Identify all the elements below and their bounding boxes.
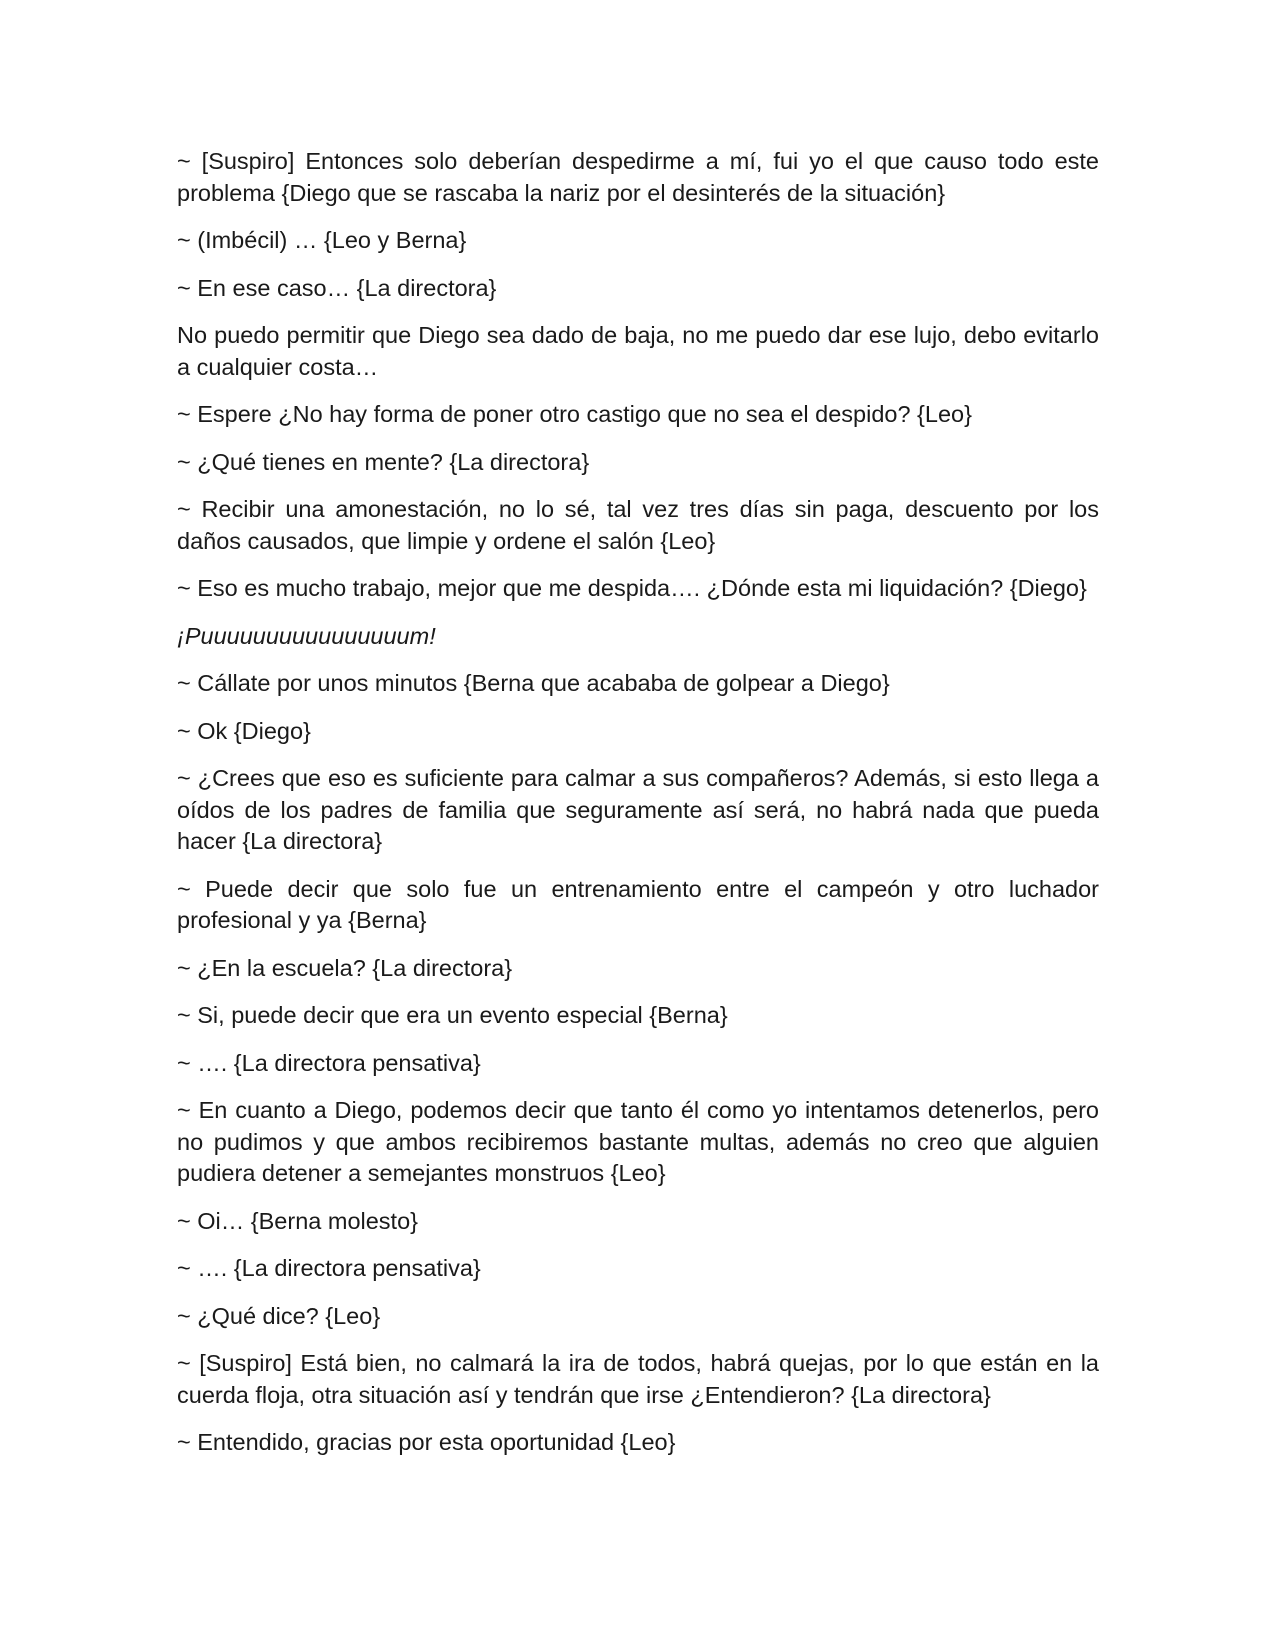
paragraph: ~ Cállate por unos minutos {Berna que acababa de golpear a Diego}	[177, 670, 890, 696]
paragraph: ~ Eso es mucho trabajo, mejor que me despida…. ¿Dónde esta mi liquidación? {Diego}	[177, 575, 1087, 601]
paragraph: ~ ¿Qué dice? {Leo}	[177, 1302, 381, 1329]
paragraph: ~ ¿Crees que eso es suficiente para calmar a sus compañeros? Además, si esto llega a oídos de los padres de familia que seguramente así será, no habrá nada que pueda hacer {La directora}	[177, 765, 1099, 854]
paragraph: ~ En ese caso… {La directora}	[177, 274, 497, 301]
paragraph: ~ [Suspiro] Entonces solo deberían despedirme a mí, fui yo el que causo todo este problema {Diego que se rascaba la nariz por el desinterés de la situación}	[177, 148, 1099, 206]
paragraph: ~ …. {La directora pensativa}	[177, 1049, 481, 1076]
paragraph: ~ …. {La directora pensativa}	[177, 1255, 481, 1281]
page-body	[177, 146, 1099, 1475]
sound-effect: ¡Puuuuuuuuuuuuuuuum!	[177, 622, 436, 649]
paragraph: No puedo permitir que Diego sea dado de baja, no me puedo dar ese lujo, debo evitarlo a cualquier costa…	[177, 322, 1099, 380]
paragraph: ~ Si, puede decir que era un evento especial {Berna}	[177, 1002, 728, 1028]
paragraph: ~ Ok {Diego}	[177, 717, 311, 744]
paragraph: ~ En cuanto a Diego, podemos decir que tanto él como yo intentamos detenerlos, pero no pudimos y que ambos recibiremos bastante multas, además no creo que alguien pudiera detener a semejantes monstruos {Leo}	[177, 1097, 1099, 1186]
paragraph: ~ Puede decir que solo fue un entrenamiento entre el campeón y otro luchador profesional y ya {Berna}	[177, 875, 1099, 933]
paragraph: ~ ¿Qué tienes en mente? {La directora}	[177, 448, 590, 475]
paragraph: ~ ¿En la escuela? {La directora}	[177, 954, 513, 981]
paragraph: ~ Oi… {Berna molesto}	[177, 1207, 419, 1234]
paragraph: ~ Espere ¿No hay forma de poner otro castigo que no sea el despido? {Leo}	[177, 401, 972, 427]
paragraph: ~ Entendido, gracias por esta oportunidad {Leo}	[177, 1429, 676, 1455]
paragraph: ~ (Imbécil) … {Leo y Berna}	[177, 227, 467, 253]
paragraph: ~ [Suspiro] Está bien, no calmará la ira de todos, habrá quejas, por lo que están en la cuerda floja, otra situación así y tendrán que irse ¿Entendieron? {La directora}	[177, 1350, 1099, 1408]
paragraph: ~ Recibir una amonestación, no lo sé, tal vez tres días sin paga, descuento por los daños causados, que limpie y ordene el salón {Leo}	[177, 496, 1099, 554]
